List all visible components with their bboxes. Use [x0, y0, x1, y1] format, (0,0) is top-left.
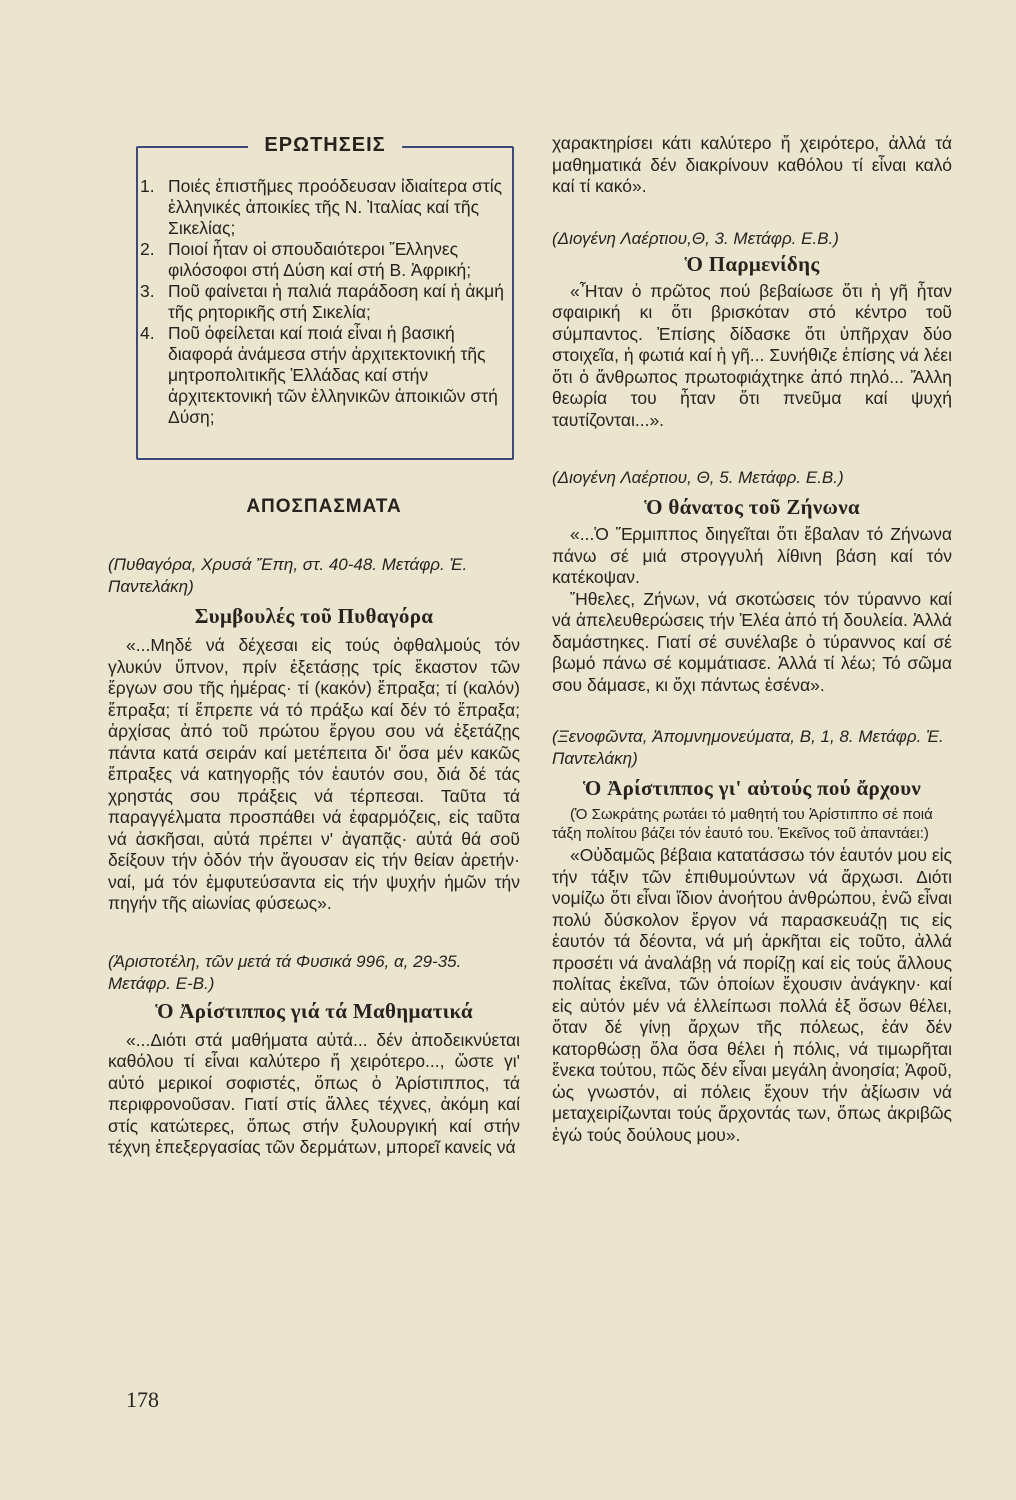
excerpts-section — [108, 496, 520, 1159]
questions-title: ΕΡΩΤΗΣΕΙΣ — [248, 134, 401, 156]
parmenides-text: «Ἦταν ὁ πρῶτος πού βεβαίωσε ὅτι ἡ γῆ ἦταν σφαιρική κι ὅτι βρισκόταν στό κέντρο τοῦ σύμπαντος. Ἐπίσης δίδασκε ὅτι ὑπῆρχαν δύο στοιχεῖα, ἡ φωτιά καί ἡ γῆ... Συνήθιζε ἐπίσης νά λέει ὅτι ὁ ἄνθρωπος πρωτοφιάχτηκε ἀπό πηλό... Ἄλλη θεωρία του ἦταν ὅτι πνεῦμα καί ψυχή ταυτίζονται...». — [552, 280, 952, 430]
right-column — [552, 133, 952, 1146]
xenophon-heading: Ὁ Ἀρίστιππος γι' αὐτούς πού ἄρχουν — [582, 776, 922, 800]
xenophon-source: (Ξενοφῶντα, Ἀπομνημονεύματα, Β, 1, 8. Μετάφρ. Ἐ. Παντελάκη) — [552, 727, 944, 768]
aristotle-text-right: χαρακτηρίσει κάτι καλύτερο ἤ χειρότερο, ἀλλά τά μαθηματικά δέν διακρίνουν καθόλου τί εἶναι καλό καί τί κακό». — [552, 133, 952, 196]
xenophon-text: «Οὐδαμῶς βέβαια κατατάσσω τόν ἑαυτόν μου εἰς τήν τάξιν τῶν ἐπιθυμούντων νά ἄρχωσι. Διότι νομίζω ὅτι εἶναι ἴδιον ἀνοήτου ἀνθρώπου, ἐνῶ εἶναι πολύ δύσκολον ἔργον νά παρασκευάζῃ τις εἰς ἑαυτόν τά δέοντα, νά μή ἀρκῆται εἰς τοῦτο, ἀλλά προσέτι νά ἀναλάβῃ νά πορίζῃ καί εἰς τούς ἄλλους πολίτας ἐκεῖνα, τῶν ὁποίων ἔχουσιν ἀνάγκην· καί εἰς αὐτόν μέν νά ἐλλείπωσι πολλά ἐξ ὅσων θέλει, ὅταν δέ γίνῃ ἄρχων τῆς πόλεως, ἐάν δέν κατορθώσῃ ὅλα ὅσα θέλει ἡ πόλις, νά τιμωρῆται ἕνεκα τούτου, πῶς δέν εἶναι μεγάλη ἀνοησία; Ἀφοῦ, ὡς γνωστόν, αἱ πόλεις ἔχουν τήν ἀξίωσιν νά μεταχειρίζωνται τούς ἄρχοντάς των, ὅπως ἀκριβῶς ἐγώ τούς δούλους μου». — [552, 845, 952, 1145]
aristotle-text-left: «...Διότι στά μαθήματα αὐτά... δέν ἀποδεικνύεται καθόλου τί εἶναι καλύτερο ἤ χειρότερο..., ὥστε γι' αὐτό μερικοί σοφιστές, ὅπως ὁ Ἀρίστιππος, τά περιφρονοῦσαν. Γιατί στίς ἄλλες τέχνες, ἀκόμη καί στίς κατώτερες, ὅπως στήν ξυλουργική καί στήν τέχνη ἐπεξεργασίας τῶν δερμάτων, μπορεῖ κανείς νά — [108, 1029, 520, 1157]
pythagoras-source: (Πυθαγόρα, Χρυσά Ἔπη, στ. 40-48. Μετάφρ. Ἐ. Παντελάκη) — [108, 555, 468, 596]
xenophon-intro: (Ὁ Σωκράτης ρωτάει τό μαθητή του Ἀρίστιππο σέ ποιά τάξη πολίτου βάζει τόν ἑαυτό του. Ἐκεῖνος τοῦ ἀπαντάει:) — [552, 806, 933, 842]
pythagoras-text: «...Μηδέ νά δέχεσαι εἰς τούς ὀφθαλμούς τόν γλυκύν ὕπνον, πρίν ἐξετάσῃς τρίς ἕκαστον τῶν ἔργων σου τῆς ἡμέρας· τί (κακόν) ἔπραξα; τί (καλόν) ἔπραξα; τί ἔπρεπε νά τό πράξω καί δέν τό ἔπραξα; ἀρχίσας ἀπό τοῦ πρώτου ἔργου σου νά ἐξετάζῃς πάντα κατά σειράν καί μετέπειτα δι' ὅσα μέν κακῶς ἔπραξες νά κατηγορῇς τόν ἑαυτόν σου, διά δέ τάς χρηστάς σου πράξεις νά τέρπεσαι. Ταῦτα τά παραγγέλματα προσπάθει νά ἐφαρμόζεις, εἰς ταῦτα νά ἀσκῆσαι, αὐτά πρέπει ν' ἀγαπᾷς· αὐτά θά σοῦ δείξουν τήν ὁδόν τήν ἄγουσαν εἰς τήν θείαν ἀρετήν· ναί, μά τόν ἐμφυτεύσαντα εἰς τήν ψυχήν ἡμῶν τήν πηγήν τῆς αἰωνίας φύσεως». — [108, 635, 520, 913]
question-item: 4. Ποῦ ὀφείλεται καί ποιά εἶναι ἡ βασική διαφορά ἀνάμεσα στήν ἀρχιτεκτονική τῆς μητροπολιτικῆς Ἑλλάδας καί στήν ἀρχιτεκτονική τῶν ἑλληνικῶν ἀποικιῶν στή Δύση; — [140, 323, 498, 427]
aristotle-heading: Ὁ Ἀρίστιππος γιά τά Μαθηματικά — [155, 998, 473, 1023]
pythagoras-heading: Συμβουλές τοῦ Πυθαγόρα — [194, 604, 434, 628]
zeno-text-1: «...Ὁ Ἕρμιππος διηγεῖται ὅτι ἔβαλαν τό Ζήνωνα πάνω σέ μιά στρογγυλή λίθινη βάση καί τόν κατέκοψαν. — [552, 524, 952, 587]
zeno-heading: Ὁ θάνατος τοῦ Ζήνωνα — [644, 495, 860, 519]
aristotle-source: (Ἀριστοτέλη, τῶν μετά τά Φυσικά 996, α, 29-35. Μετάφρ. Ε-Β.) — [108, 951, 462, 993]
parmenides-source: (Διογένη Λαέρτιου,Θ, 3. Μετάφρ. Ε.Β.) — [552, 228, 839, 248]
excerpts-title: ΑΠΟΣΠΑΣΜΑΤΑ — [246, 496, 402, 517]
question-item: 3. Ποῦ φαίνεται ἡ παλιά παράδοση καί ἡ ἀκμή τῆς ρητορικῆς στή Σικελία; — [140, 281, 504, 322]
questions-list — [140, 176, 510, 428]
parmenides-heading: Ὁ Παρμενίδης — [684, 251, 820, 276]
question-item: 2. Ποιοί ἦταν οἱ σπουδαιότεροι Ἕλληνες φιλόσοφοι στή Δύση καί στή Β. Ἀφρική; — [140, 239, 472, 280]
zeno-source: (Διογένη Λαέρτιου, Θ, 5. Μετάφρ. Ε.Β.) — [552, 468, 844, 487]
zeno-text-2: Ἤθελες, Ζήνων, νά σκοτώσεις τόν τύραννο καί νά ἀπελευθερώσεις τήν Ἐλέα ἀπό τή δουλεία. Ἀλλά δαμάστηκες. Γιατί σέ συνέλαβε ὁ τύραννος καί σέ βωμό πάνω σέ κομμάτιασε. Ἀλλά τί λέω; Τό σῶμα σου δάμασε, κι ὄχι πάντως ἐσένα». — [552, 588, 952, 695]
page-number: 178 — [126, 1387, 159, 1412]
question-item: 1. Ποιές ἐπιστῆμες προόδευσαν ἰδιαίτερα στίς ἑλληνικές ἀποικίες τῆς Ν. Ἰταλίας καί τῆς Σικελίας; — [140, 176, 503, 238]
questions-box — [136, 134, 514, 460]
